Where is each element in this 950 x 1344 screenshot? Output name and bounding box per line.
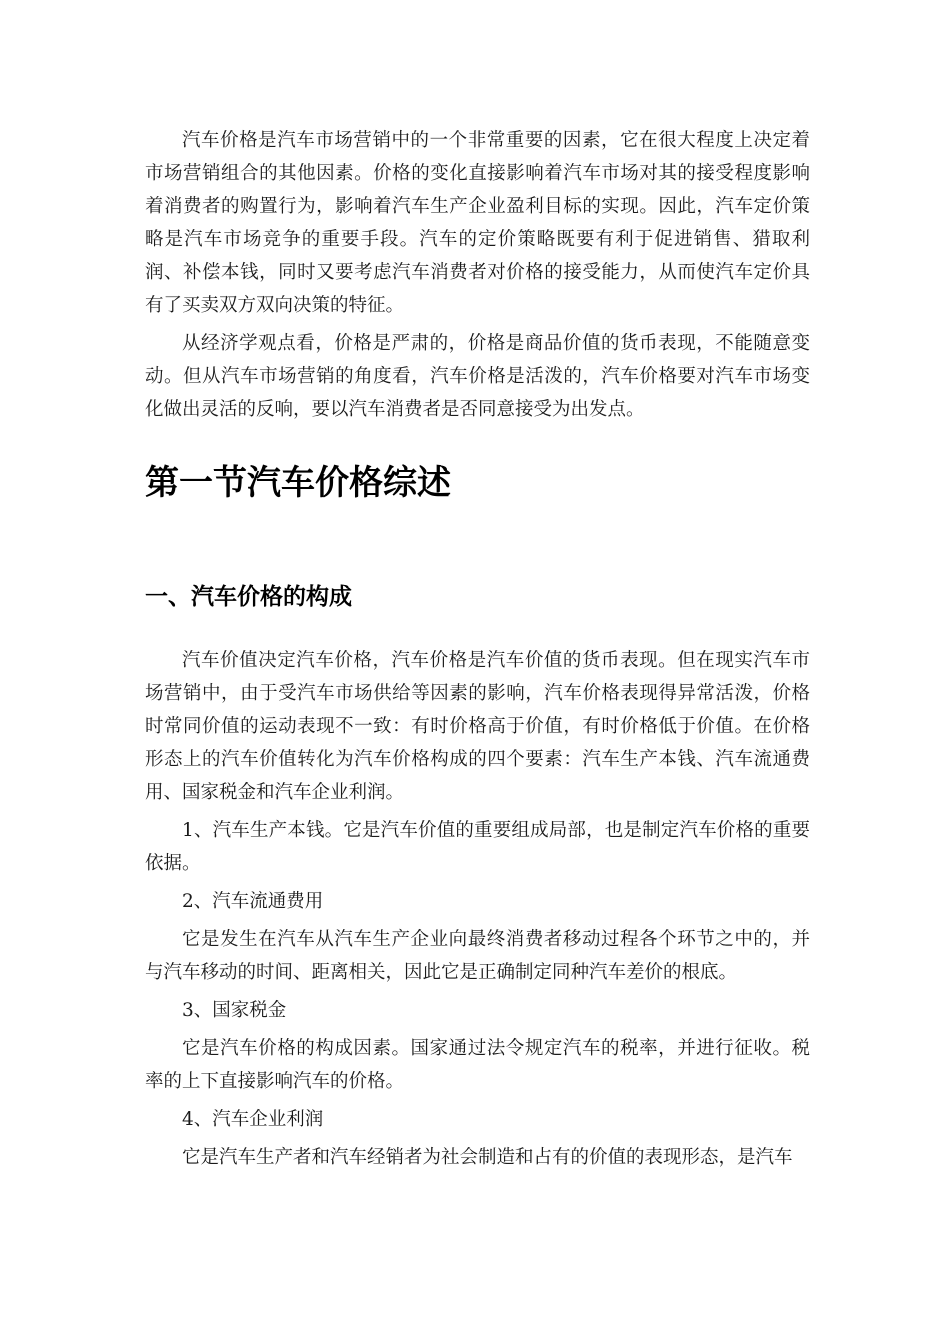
list-item-production-cost: 1、汽车生产本钱。它是汽车价值的重要组成局部，也是制定汽车价格的重要依据。 <box>145 820 810 874</box>
section-title: 第一节汽车价格综述 <box>145 463 451 503</box>
intro-paragraph-1: 汽车价格是汽车市场营销中的一个非常重要的因素，它在很大程度上决定着市场营销组合的其他因素。价格的变化直接影响着汽车市场对其的接受程度影响着消费者的购置行为，影响着汽车生产企业盈利目标的实现。因此，汽车定价策略是汽车市场竞争的重要手段。汽车的定价策略既要有利于促进销售、猎取利润、补偿本钱，同时又要考虑汽车消费者对价格的接受能力，从而使汽车定价具有了买卖双方双向决策的特征。 <box>145 130 810 316</box>
list-item-tax-heading: 3、国家税金 <box>182 1000 287 1021</box>
list-item-tax-text: 它是汽车价格的构成因素。国家通过法令规定汽车的税率，并进行征收。税率的上下直接影响汽车的价格。 <box>145 1038 810 1092</box>
document-content <box>145 124 810 1174</box>
intro-paragraph-2: 从经济学观点看，价格是严肃的，价格是商品价值的货币表现，不能随意变动。但从汽车市场营销的角度看，汽车价格是活泼的，汽车价格要对汽车市场变化做出灵活的反响，要以汽车消费者是否同意接受为出发点。 <box>145 333 810 420</box>
list-item-profit-text: 它是汽车生产者和汽车经销者为社会制造和占有的价值的表现形态，是汽车 <box>182 1147 793 1168</box>
subsection-paragraph-1: 汽车价值决定汽车价格，汽车价格是汽车价值的货币表现。但在现实汽车市场营销中，由于受汽车市场供给等因素的影响，汽车价格表现得异常活泼，价格时常同价值的运动表现不一致：有时价格高于价值，有时价格低于价值。在价格形态上的汽车价值转化为汽车价格构成的四个要素：汽车生产本钱、汽车流通费用、国家税金和汽车企业利润。 <box>145 650 810 803</box>
list-item-circulation-cost-text: 它是发生在汽车从汽车生产企业向最终消费者移动过程各个环节之中的，并与汽车移动的时间、距离相关，因此它是正确制定同种汽车差价的根底。 <box>145 929 810 983</box>
list-item-circulation-cost-heading: 2、汽车流通费用 <box>182 891 324 912</box>
list-item-profit-heading: 4、汽车企业利润 <box>182 1109 324 1130</box>
subsection-title: 一、汽车价格的构成 <box>145 584 352 610</box>
